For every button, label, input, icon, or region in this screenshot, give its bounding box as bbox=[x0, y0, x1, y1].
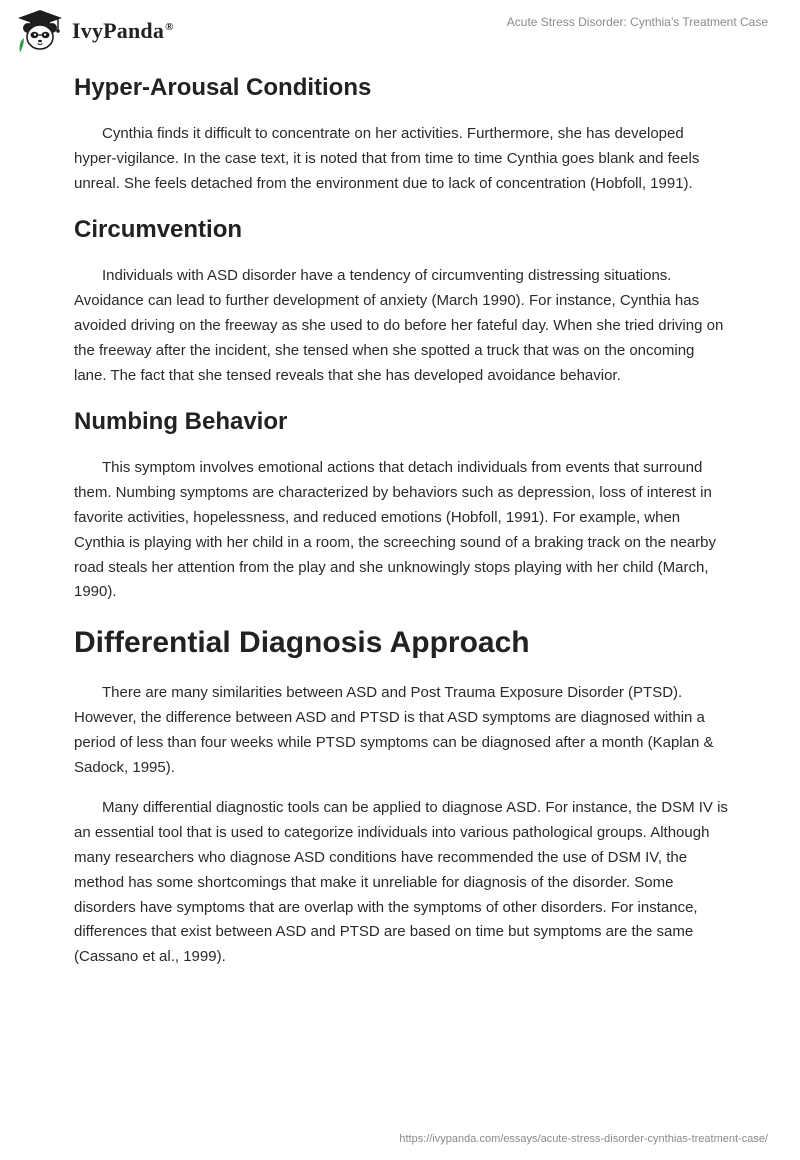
document-title: Acute Stress Disorder: Cynthia’s Treatment Case bbox=[506, 15, 768, 29]
section-circumvention bbox=[74, 212, 730, 388]
essay-content bbox=[74, 70, 730, 986]
ivypanda-logo[interactable] bbox=[14, 8, 174, 54]
section-heading: Circumvention bbox=[74, 216, 243, 244]
main-heading: Differential Diagnosis Approach bbox=[74, 626, 530, 660]
brand-name: IvyPanda® bbox=[72, 18, 174, 43]
source-url[interactable]: https://ivypanda.com/essays/acute-stress-disorder-cynthias-treatment-case/ bbox=[399, 1133, 768, 1145]
paragraph: Cynthia finds it difficult to concentrate on her activities. Furthermore, she has developed hyper-vigilance. In the case text, it is noted that from time to time Cynthia goes blank and feels unreal. She feels detached from the environment due to lack of concentration (Hobfoll, 1991). bbox=[74, 125, 700, 192]
paragraph: This symptom involves emotional actions that detach individuals from events that surround them. Numbing symptoms are characterized by behaviors such as depression, loss of interest in favorite activities, hopelessness, and reduced emotions (Hobfoll, 1991). For example, when Cynthia is playing with her child in a room, the screeching sound of a braking track on the nearby road steals her attention from the play and she unknowingly stops playing with her child (March, 1990). bbox=[74, 459, 717, 601]
section-numbing-behavior bbox=[74, 404, 730, 605]
paragraph: There are many similarities between ASD and Post Trauma Exposure Disorder (PTSD). However, the difference between ASD and PTSD is that ASD symptoms are diagnosed within a period of less than four weeks while PTSD symptoms can be diagnosed after a month (Kaplan & Sadock, 1995). bbox=[74, 684, 714, 776]
page-header bbox=[0, 0, 800, 66]
section-hyper-arousal bbox=[74, 70, 730, 196]
section-differential-diagnosis bbox=[74, 621, 730, 970]
section-heading: Hyper-Arousal Conditions bbox=[74, 74, 372, 101]
section-heading: Numbing Behavior bbox=[74, 408, 288, 436]
registered-mark: ® bbox=[165, 20, 174, 33]
paragraph: Many differential diagnostic tools can be applied to diagnose ASD. For instance, the DSM IV is an essential tool that is used to categorize individuals into various pathological groups. Although many researchers who diagnose ASD conditions have recommended the use of DSM IV, the method has some shortcomings that make it unreliable for diagnosis of the disorder. Some disorders have symptoms that are overlap with the symptoms of other disorders. For instance, differences that exist between ASD and PTSD are based on time but symptoms are the same (Cassano et al., 1999). bbox=[74, 799, 728, 966]
paragraph: Individuals with ASD disorder have a tendency of circumventing distressing situations. Avoidance can lead to further development of anxiety (March 1990). For instance, Cynthia has avoided driving on the freeway as she used to do before her fateful day. When she tried driving on the freeway after the incident, she tensed when she spotted a truck that was on the oncoming lane. The fact that she tensed reveals that she has developed avoidance behavior. bbox=[74, 267, 724, 384]
panda-graduate-icon bbox=[14, 8, 66, 54]
